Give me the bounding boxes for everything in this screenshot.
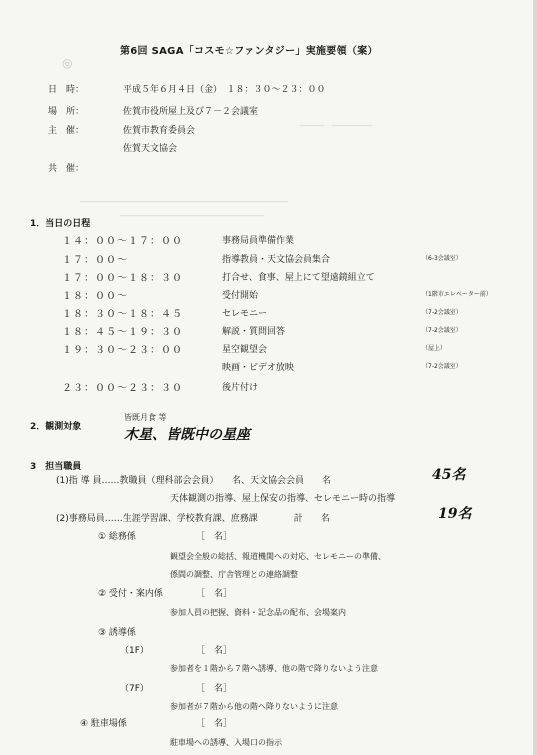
host-label: 主 催： bbox=[48, 126, 85, 136]
schedule-time: １８：４５～１９：３０ bbox=[62, 327, 183, 338]
handwritten-staff-count: 19名 bbox=[438, 506, 472, 522]
support-label: 共 催： bbox=[48, 164, 85, 174]
duty-general-desc: 係間の調整、庁舎管理との連絡調整 bbox=[170, 570, 298, 579]
schedule-event: 星空観望会 bbox=[222, 345, 268, 355]
schedule-event: 事務局員準備作業 bbox=[222, 236, 295, 246]
place-value: 佐賀市役所屋上及び７－２会議室 bbox=[123, 107, 259, 117]
schedule-event: 受付開始 bbox=[222, 291, 259, 301]
duty-parking-label: ④ 駐車場係 bbox=[80, 719, 127, 729]
schedule-note: （7-2会議室） bbox=[422, 309, 462, 316]
schedule-time: １７：００～１８：３０ bbox=[62, 273, 183, 284]
instructor-line: (1)指 導 員……教職員（理科部会会員） 名、天文協会会員 名 bbox=[56, 476, 331, 486]
schedule-time: １４：００～１７：００ bbox=[62, 236, 183, 247]
date-label: 日 時： bbox=[48, 85, 85, 95]
schedule-time: １８：００～ bbox=[62, 291, 128, 302]
schedule-event: 映画・ビデオ放映 bbox=[222, 363, 294, 373]
duty-guide-7f-count: ［ 名］ bbox=[196, 684, 233, 694]
page-edge-shadow bbox=[533, 0, 537, 755]
schedule-time: １９：３０～２３：００ bbox=[62, 345, 183, 356]
duty-reception-label: ② 受付・案内係 bbox=[98, 589, 163, 599]
schedule-time: １８：３０～１８：４５ bbox=[62, 309, 183, 320]
staff-line: (2)事務局員……生涯学習課、学校教育課、庶務課 計 名 bbox=[56, 514, 330, 524]
schedule-time: ２３：００～２３：３０ bbox=[62, 383, 183, 394]
place-label: 場 所： bbox=[48, 107, 85, 117]
observation-subject: 皆既月食 等 bbox=[124, 413, 167, 422]
document-title: 第6回 SAGA「コスモ☆ファンタジー」実施要領（案） bbox=[120, 46, 378, 57]
schedule-time: １７：００～ bbox=[62, 255, 128, 266]
instructor-duty: 天体観測の指導、屋上保安の指導、セレモニー時の指導 bbox=[170, 494, 396, 504]
schedule-event: セレモニー bbox=[222, 309, 268, 319]
bleed-through-mark: ◎ bbox=[62, 56, 73, 70]
bleed-through-mark: ―――――――――――――――――― bbox=[120, 211, 264, 220]
bleed-through-mark: ――― ――――― bbox=[300, 121, 372, 130]
duty-general-label: ① 総務係 bbox=[98, 532, 136, 542]
observation-heading: 2．観測対象 bbox=[30, 422, 82, 432]
staff-heading: 3 担当職員 bbox=[30, 462, 82, 472]
schedule-note: （屋上） bbox=[422, 345, 447, 352]
schedule-note: （6-3会議室） bbox=[422, 255, 462, 262]
duty-guide-7f-label: （7F） bbox=[120, 684, 149, 694]
handwritten-instructor-count: 45名 bbox=[432, 467, 466, 483]
duty-guide-1f-desc: 参加者を１階から７階へ誘導、他の階で降りないよう注意 bbox=[170, 664, 378, 673]
duty-parking-count: ［ 名］ bbox=[196, 719, 233, 729]
schedule-event: 後片付け bbox=[222, 383, 259, 393]
schedule-note: （1階市エレベーター前） bbox=[422, 291, 492, 298]
host-value-2: 佐賀天文協会 bbox=[123, 144, 178, 154]
schedule-event: 打合せ、食事、屋上にて望遠鏡組立て bbox=[222, 273, 375, 283]
duty-guide-label: ③ 誘導係 bbox=[98, 628, 136, 638]
schedule-note: （7-2会議室） bbox=[422, 363, 462, 370]
schedule-event: 解説・質問回答 bbox=[222, 327, 286, 337]
duty-parking-desc: 駐車場への誘導、入場口の指示 bbox=[170, 738, 282, 747]
duty-guide-7f-desc: 参加者が７階から他の階へ降りないように注意 bbox=[170, 702, 338, 711]
handwritten-observation-note: 木星、皆既中の星座 bbox=[124, 427, 250, 443]
schedule-heading: 1．当日の日程 bbox=[30, 219, 91, 229]
duty-guide-1f-count: ［ 名］ bbox=[196, 646, 233, 656]
host-value-1: 佐賀市教育委員会 bbox=[123, 126, 196, 136]
date-value: 平成５年６月４日（金） １８：３０～２３：００ bbox=[123, 85, 326, 95]
duty-guide-1f-label: （1F） bbox=[120, 646, 149, 656]
schedule-note: （7-2会議室） bbox=[422, 327, 462, 334]
schedule-event: 指導教員・天文協会員集合 bbox=[222, 255, 331, 265]
duty-reception-count: ［ 名］ bbox=[196, 589, 233, 599]
bleed-through-mark: ―――――――――――――――――――――――――― bbox=[80, 197, 288, 206]
duty-general-desc: 観望会全般の総括、報道機関への対応、セレモニーの準備、 bbox=[170, 552, 386, 561]
duty-general-count: ［ 名］ bbox=[196, 532, 233, 542]
duty-reception-desc: 参加人員の把握、資料・記念品の配布、会場案内 bbox=[170, 608, 346, 617]
